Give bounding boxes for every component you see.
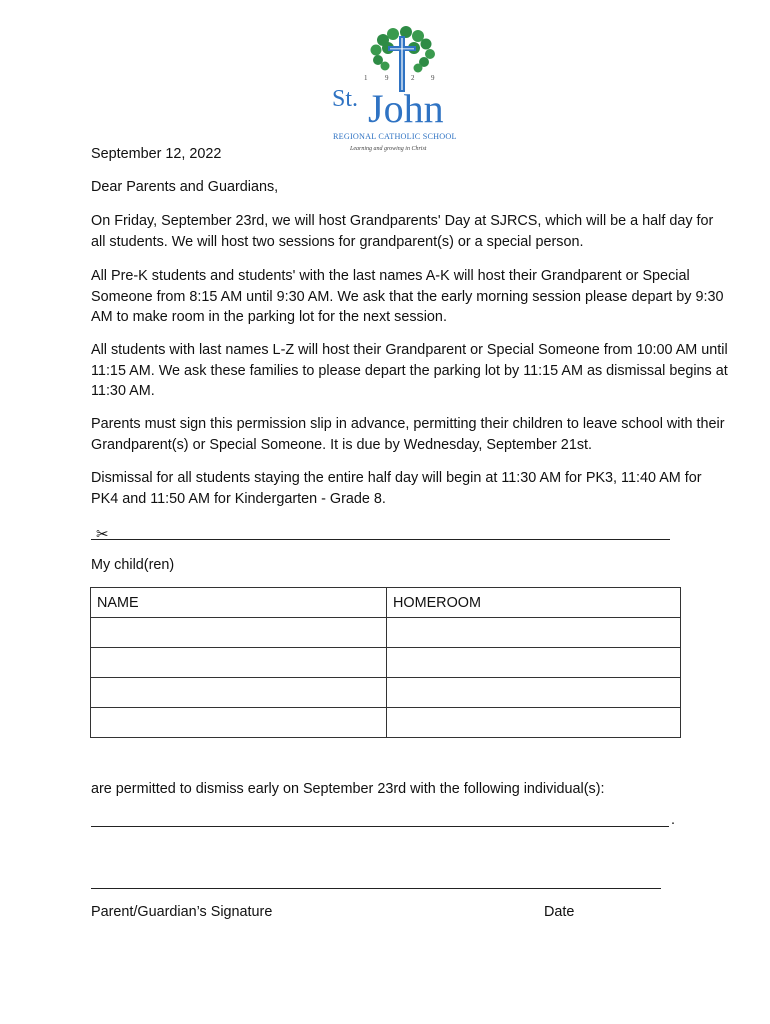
homeroom-cell[interactable] (387, 678, 681, 708)
children-table (90, 587, 681, 738)
date-label: Date (544, 904, 575, 920)
logo-year-digit: 9 (431, 74, 435, 82)
signature-label: Parent/Guardian’s Signature (91, 904, 273, 920)
logo-school-name: REGIONAL CATHOLIC SCHOOL (333, 132, 457, 141)
individuals-line[interactable] (91, 826, 669, 827)
homeroom-cell[interactable] (387, 708, 681, 738)
name-cell[interactable] (91, 708, 387, 738)
name-cell[interactable] (91, 678, 387, 708)
slip-intro: My child(ren) (91, 557, 175, 573)
homeroom-cell[interactable] (387, 618, 681, 648)
logo-year-digit: 9 (385, 74, 389, 82)
letter-paragraph: Dismissal for all students staying the entire half day will begin at 11:30 AM for PK3, 11:40 AM for PK4 and 11:50 AM for Kindergarten - Grade 8. (91, 470, 702, 507)
logo-john: John (368, 86, 444, 131)
letter-paragraph: All students with last names L-Z will host their Grandparent or Special Someone from 10:00 AM until 11:15 AM. We ask these families to please depart the parking lot by 11:15 AM as dismissal begins at 11:30 AM. (91, 342, 728, 399)
scissors-icon: ✂ (96, 526, 109, 543)
table-header-name: NAME (91, 588, 387, 618)
name-cell[interactable] (91, 648, 387, 678)
table-row (91, 708, 681, 738)
letter-date: September 12, 2022 (91, 146, 222, 162)
permission-text: are permitted to dismiss early on September 23rd with the following individual(s): (91, 781, 605, 797)
logo-st: St. (332, 86, 359, 112)
logo-year-digit: 1 (364, 74, 368, 82)
tree-icon (371, 26, 436, 92)
table-row (91, 678, 681, 708)
individuals-line-period: . (671, 812, 675, 828)
logo-year-digit: 2 (411, 74, 415, 82)
school-logo (330, 24, 470, 154)
letter-paragraph: All Pre-K students and students' with the last names A-K will host their Grandparent or Special Someone from 8:15 AM until 9:30 AM. We ask that the early morning session please depart by 9:30 AM to make room in the parking lot for the next session. (91, 268, 724, 325)
table-row (91, 648, 681, 678)
table-header-homeroom: HOMEROOM (387, 588, 681, 618)
letter-salutation: Dear Parents and Guardians, (91, 179, 279, 195)
homeroom-cell[interactable] (387, 648, 681, 678)
cut-line (91, 539, 670, 540)
name-cell[interactable] (91, 618, 387, 648)
letter-paragraph: Parents must sign this permission slip in advance, permitting their children to leave school with their Grandparent(s) or Special Someone. It is due by Wednesday, September 21st. (91, 416, 725, 453)
table-row (91, 618, 681, 648)
letter-paragraph: On Friday, September 23rd, we will host Grandparents' Day at SJRCS, which will be a half day for all students. We will host two sessions for grandparent(s) or a special person. (91, 213, 714, 250)
signature-line[interactable] (91, 888, 661, 889)
logo-motto: Learning and growing in Christ (350, 146, 427, 152)
table-header-row (91, 588, 681, 618)
